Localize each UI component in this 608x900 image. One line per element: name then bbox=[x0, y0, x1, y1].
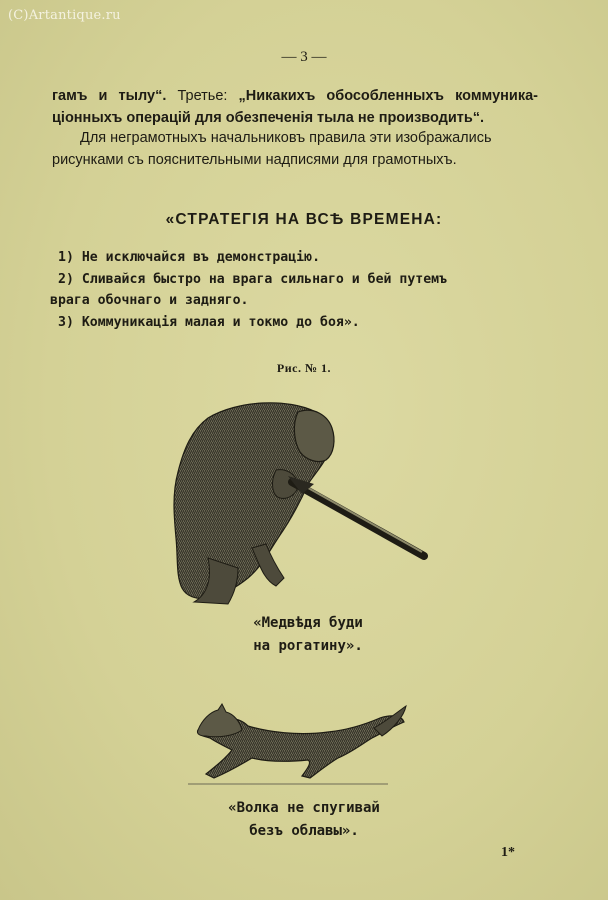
wolf-caption bbox=[0, 797, 608, 843]
section-heading: «СТРАТЕГІЯ НА ВСѢ ВРЕМЕНА: bbox=[165, 211, 443, 228]
paragraph-plain-text: Третье: bbox=[166, 88, 239, 104]
wolf-head bbox=[197, 704, 242, 737]
running-wolf-illustration bbox=[188, 702, 408, 792]
wolf-caption-line2: безъ облавы». bbox=[249, 823, 359, 839]
wolf-caption-line1: «Волка не спугивай bbox=[228, 800, 380, 816]
paragraph-continuation bbox=[52, 85, 538, 129]
bear-with-spear-illustration bbox=[168, 398, 438, 608]
paragraph-bold-quote: „Никакихъ обособленныхъ коммуника-ціонныхъ операцій для обезпеченія тыла не производить“. bbox=[52, 88, 538, 126]
bear-caption-line1: «Медвѣдя буди bbox=[253, 615, 363, 631]
rule-2-continuation: врага обочнаго и задняго. bbox=[50, 293, 249, 308]
bear-caption-line2: на рогатину». bbox=[253, 638, 363, 654]
strategy-rules bbox=[50, 247, 540, 333]
figure-label: Рис. № 1. bbox=[276, 361, 332, 375]
spear-shaft bbox=[292, 482, 424, 556]
bear-caption bbox=[4, 612, 608, 658]
page-number: — 3 — bbox=[281, 49, 327, 65]
rule-3: 3) Коммуникація малая и токмо до боя». bbox=[58, 314, 360, 330]
paragraph-bold-lead: гамъ и тылу“. bbox=[52, 88, 167, 104]
rule-1: 1) Не исключайся въ демонстрацію. bbox=[58, 250, 321, 265]
spear-shaft-highlight bbox=[294, 480, 422, 552]
paragraph-illiterate-note: Для неграмотныхъ начальниковъ правила эти изображались рисунками съ пояснительными надписями для грамотныхъ. bbox=[52, 130, 492, 168]
signature-mark: 1* bbox=[501, 845, 515, 860]
rule-2: 2) Сливайся быстро на врага сильнаго и бей путемъ bbox=[58, 271, 448, 287]
watermark: (C)Artantique.ru bbox=[8, 8, 121, 23]
